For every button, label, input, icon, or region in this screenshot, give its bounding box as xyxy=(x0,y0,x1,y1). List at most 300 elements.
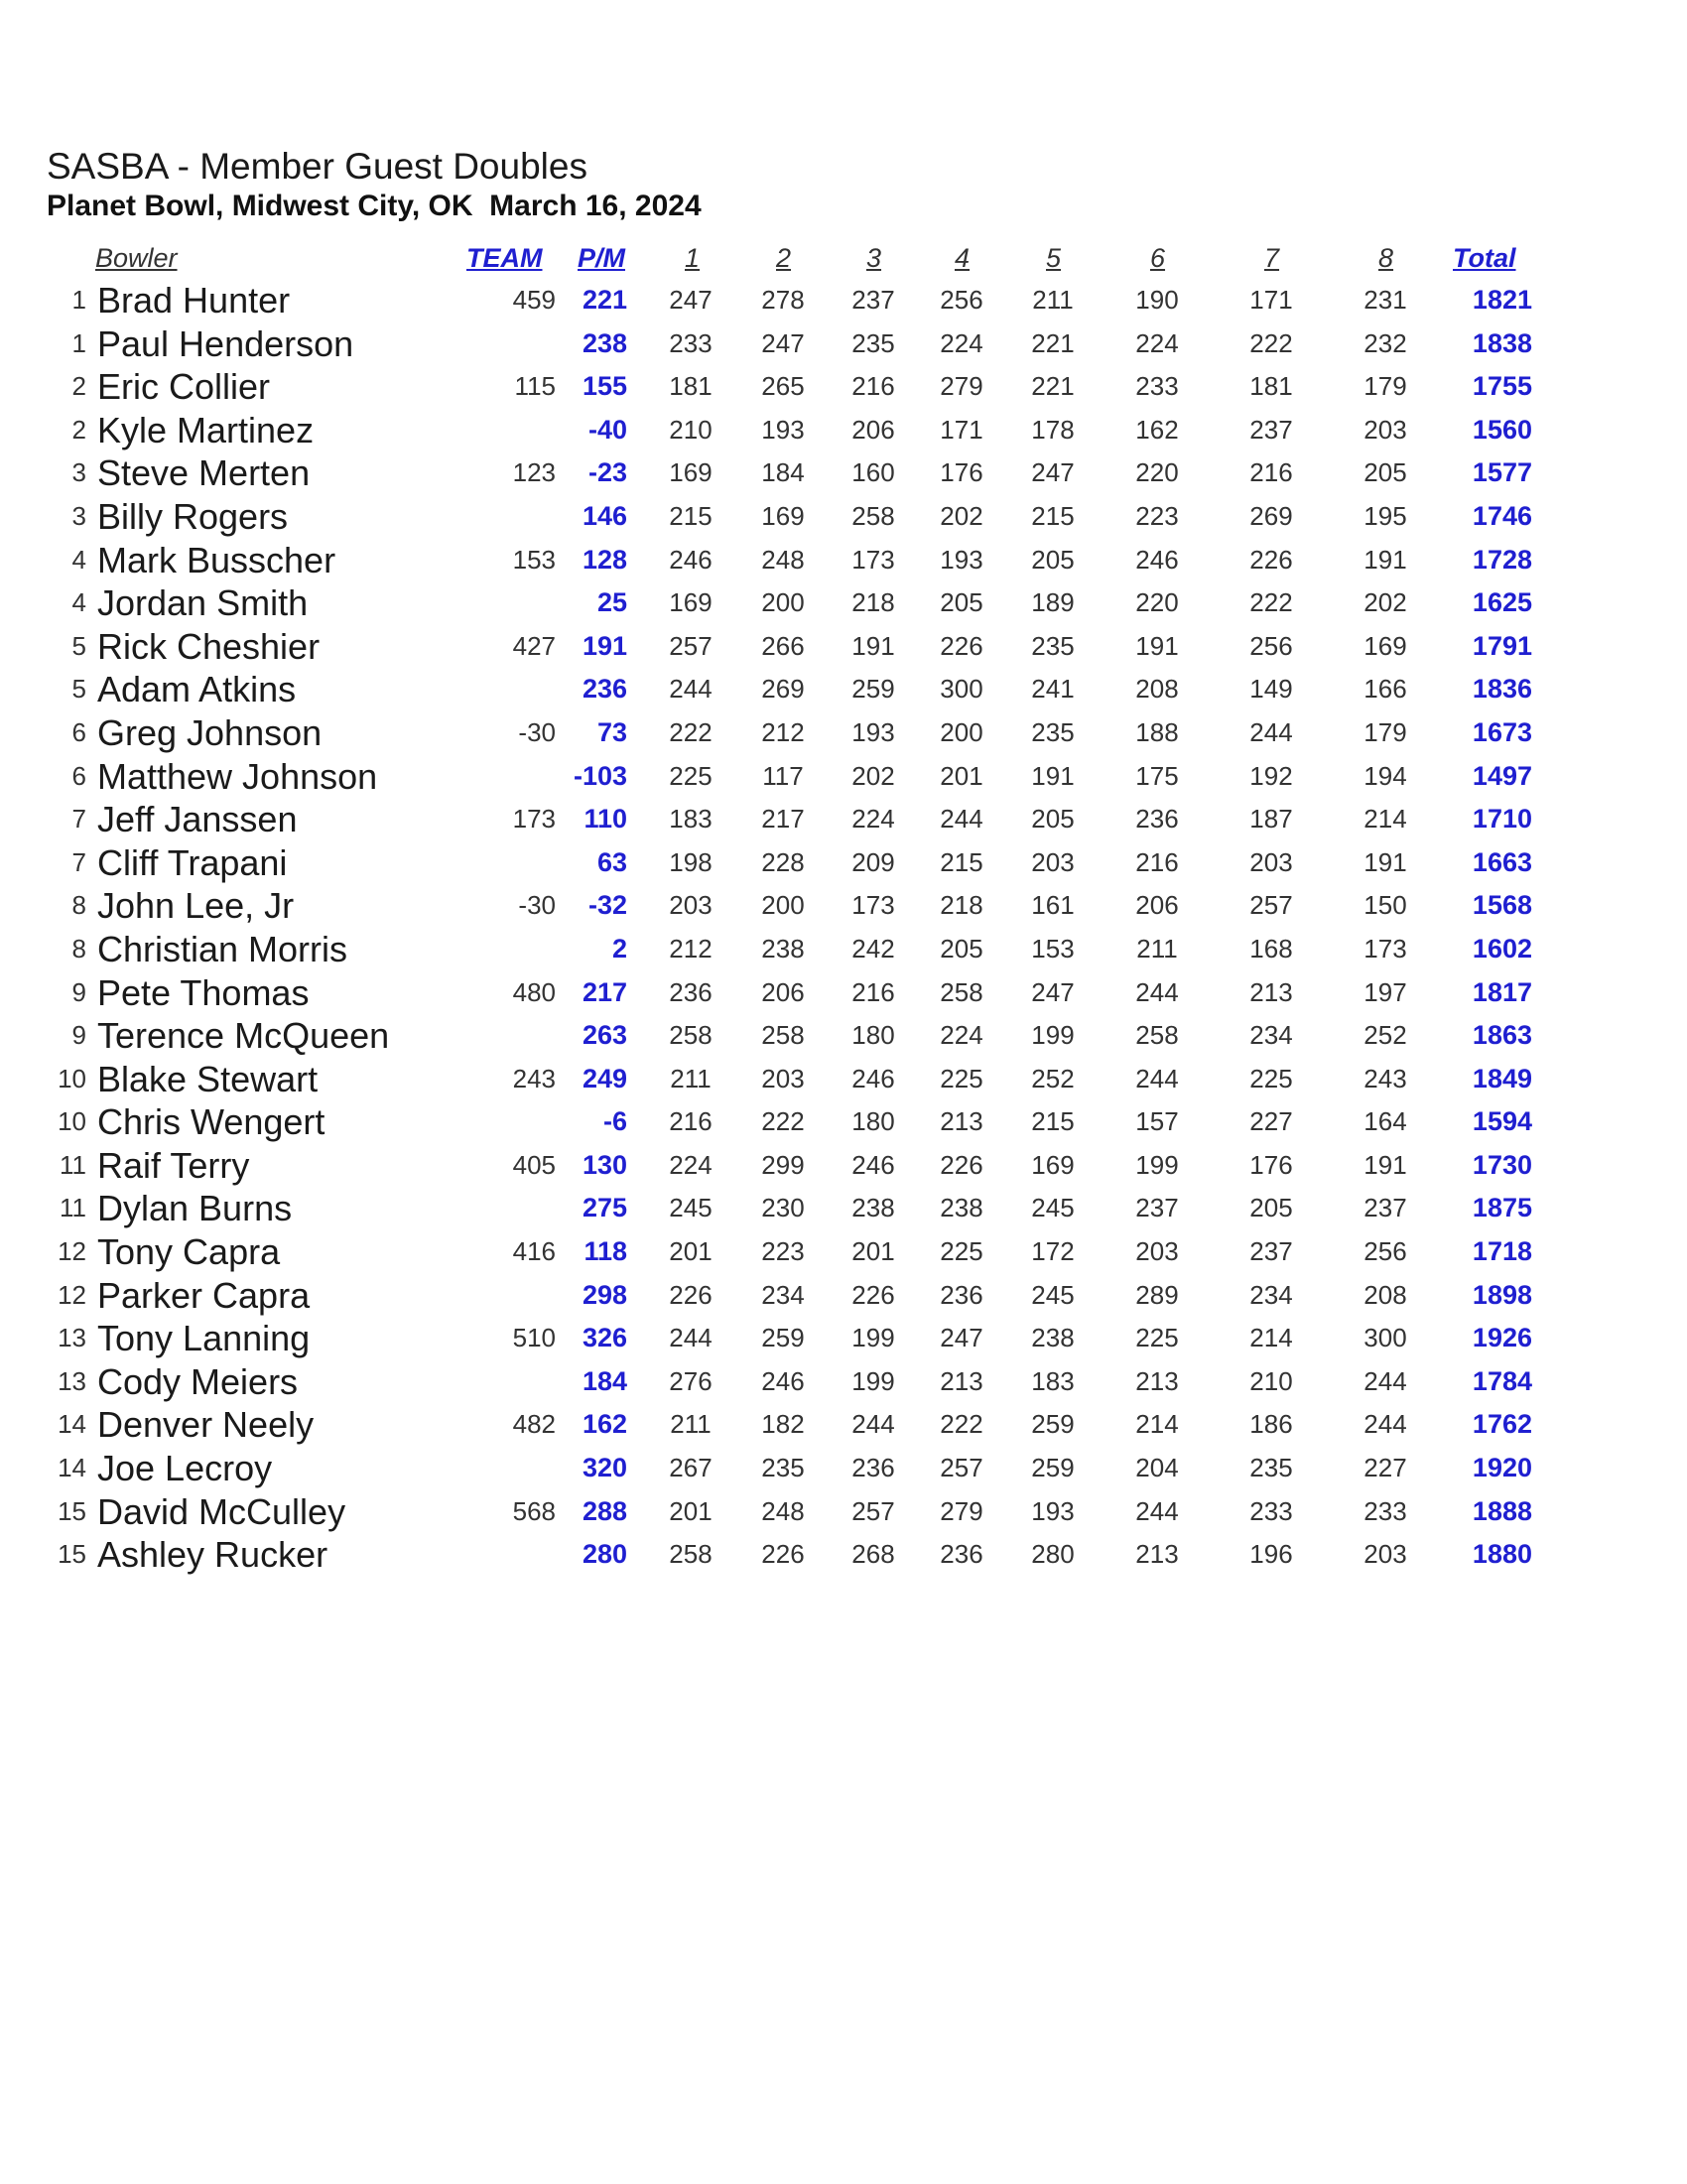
game-3-score: 237 xyxy=(851,285,895,315)
game-8-score: 191 xyxy=(1363,846,1407,877)
bowler-name: Parker Capra xyxy=(97,1274,311,1316)
game-5-score: 241 xyxy=(1031,674,1075,705)
team-score: -30 xyxy=(518,890,556,921)
rank-cell: 13 xyxy=(58,1365,86,1396)
team-score: 123 xyxy=(512,457,556,488)
total-score: 1560 xyxy=(1472,414,1532,445)
game-6-score: 246 xyxy=(1135,544,1179,575)
game-4-score: 202 xyxy=(940,500,983,531)
game-4-score: 171 xyxy=(940,414,983,445)
game-3-score: 235 xyxy=(851,327,895,358)
team-score: 510 xyxy=(512,1323,556,1353)
game-1-score: 267 xyxy=(669,1453,713,1483)
rank-cell: 5 xyxy=(71,674,86,705)
team-score: 115 xyxy=(514,371,556,402)
game-7-score: 234 xyxy=(1249,1279,1293,1310)
team-score: 173 xyxy=(512,804,556,835)
game-1-score: 244 xyxy=(669,1323,713,1353)
plus-minus: 25 xyxy=(596,587,627,618)
game-2-score: 248 xyxy=(761,1495,805,1526)
game-5-score: 183 xyxy=(1031,1365,1075,1396)
game-5-score: 259 xyxy=(1031,1453,1075,1483)
game-2-score: 259 xyxy=(761,1323,805,1353)
table-row xyxy=(0,1274,1687,1318)
game-1-score: 169 xyxy=(669,587,713,618)
table-row xyxy=(0,1533,1687,1577)
bowler-name: Adam Atkins xyxy=(97,669,297,710)
game-5-score: 221 xyxy=(1031,327,1075,358)
event-subtitle: Planet Bowl, Midwest City, OK March 16, 2024 xyxy=(47,190,702,222)
game-5-score: 189 xyxy=(1031,587,1075,618)
bowler-name: Denver Neely xyxy=(97,1404,315,1446)
game-7-score: 192 xyxy=(1249,760,1293,791)
total-score: 1728 xyxy=(1472,544,1532,575)
rank-cell: 5 xyxy=(71,630,86,661)
game-7-score: 237 xyxy=(1249,414,1293,445)
bowler-name: Kyle Martinez xyxy=(97,409,315,450)
col-header-game-4: 4 xyxy=(955,243,971,273)
table-row xyxy=(0,1058,1687,1101)
game-7-score: 234 xyxy=(1249,1020,1293,1051)
game-3-score: 224 xyxy=(851,804,895,835)
total-score: 1577 xyxy=(1472,457,1532,488)
game-2-score: 269 xyxy=(761,674,805,705)
game-6-score: 237 xyxy=(1135,1193,1179,1223)
game-1-score: 224 xyxy=(669,1149,713,1180)
game-4-score: 257 xyxy=(940,1453,983,1483)
game-8-score: 202 xyxy=(1363,587,1407,618)
game-4-score: 236 xyxy=(940,1279,983,1310)
game-8-score: 203 xyxy=(1363,1539,1407,1570)
game-6-score: 289 xyxy=(1135,1279,1179,1310)
game-3-score: 206 xyxy=(851,414,895,445)
game-7-score: 226 xyxy=(1249,544,1293,575)
game-1-score: 210 xyxy=(669,414,713,445)
table-row xyxy=(0,711,1687,755)
game-2-score: 200 xyxy=(761,890,805,921)
game-7-score: 205 xyxy=(1249,1193,1293,1223)
game-6-score: 214 xyxy=(1135,1409,1179,1440)
game-6-score: 191 xyxy=(1135,630,1179,661)
plus-minus: 263 xyxy=(582,1020,627,1051)
team-score: 416 xyxy=(512,1236,556,1267)
game-7-score: 227 xyxy=(1249,1106,1293,1137)
game-5-score: 203 xyxy=(1031,846,1075,877)
plus-minus: 146 xyxy=(582,500,627,531)
game-6-score: 199 xyxy=(1135,1149,1179,1180)
table-row xyxy=(0,539,1687,582)
total-score: 1730 xyxy=(1472,1149,1532,1180)
game-7-score: 149 xyxy=(1249,674,1293,705)
plus-minus: 128 xyxy=(582,544,627,575)
game-8-score: 214 xyxy=(1363,804,1407,835)
game-7-score: 222 xyxy=(1249,587,1293,618)
plus-minus: 320 xyxy=(582,1453,627,1483)
game-5-score: 238 xyxy=(1031,1323,1075,1353)
total-score: 1849 xyxy=(1472,1063,1532,1093)
game-2-score: 222 xyxy=(761,1106,805,1137)
game-3-score: 259 xyxy=(851,674,895,705)
rank-cell: 14 xyxy=(58,1453,86,1483)
bowler-name: Brad Hunter xyxy=(97,280,291,321)
table-row xyxy=(0,1144,1687,1188)
game-3-score: 201 xyxy=(851,1236,895,1267)
game-3-score: 216 xyxy=(851,976,895,1007)
game-6-score: 233 xyxy=(1135,371,1179,402)
game-4-score: 244 xyxy=(940,804,983,835)
plus-minus: -103 xyxy=(573,760,627,791)
team-score: 482 xyxy=(512,1409,556,1440)
table-row xyxy=(0,625,1687,669)
total-score: 1817 xyxy=(1472,976,1532,1007)
game-2-score: 182 xyxy=(761,1409,805,1440)
total-score: 1875 xyxy=(1472,1193,1532,1223)
game-2-score: 117 xyxy=(762,760,804,791)
game-1-score: 211 xyxy=(670,1063,712,1093)
game-8-score: 195 xyxy=(1363,500,1407,531)
game-6-score: 175 xyxy=(1135,760,1179,791)
rank-cell: 12 xyxy=(58,1279,86,1310)
game-5-score: 235 xyxy=(1031,716,1075,747)
bowler-name: Jeff Janssen xyxy=(97,799,298,840)
game-7-score: 168 xyxy=(1249,933,1293,964)
rank-cell: 9 xyxy=(71,1020,86,1051)
game-1-score: 247 xyxy=(669,285,713,315)
game-5-score: 161 xyxy=(1031,890,1075,921)
game-3-score: 236 xyxy=(851,1453,895,1483)
game-2-score: 200 xyxy=(761,587,805,618)
game-6-score: 220 xyxy=(1135,587,1179,618)
game-1-score: 212 xyxy=(669,933,713,964)
game-4-score: 213 xyxy=(940,1106,983,1137)
col-header-game-8: 8 xyxy=(1378,243,1394,273)
game-7-score: 181 xyxy=(1249,371,1293,402)
total-score: 1888 xyxy=(1472,1495,1532,1526)
table-row xyxy=(0,1100,1687,1144)
plus-minus: 191 xyxy=(582,630,627,661)
game-5-score: 215 xyxy=(1031,500,1075,531)
total-score: 1762 xyxy=(1472,1409,1532,1440)
game-3-score: 226 xyxy=(851,1279,895,1310)
table-row xyxy=(0,409,1687,452)
bowler-name: Joe Lecroy xyxy=(97,1448,273,1489)
game-2-score: 169 xyxy=(761,500,805,531)
game-5-score: 235 xyxy=(1031,630,1075,661)
total-score: 1920 xyxy=(1472,1453,1532,1483)
game-4-score: 258 xyxy=(940,976,983,1007)
rank-cell: 1 xyxy=(71,327,86,358)
total-score: 1663 xyxy=(1472,846,1532,877)
plus-minus: 130 xyxy=(582,1149,627,1180)
game-3-score: 173 xyxy=(851,890,895,921)
game-2-score: 299 xyxy=(761,1149,805,1180)
game-7-score: 171 xyxy=(1249,285,1293,315)
game-4-score: 215 xyxy=(940,846,983,877)
game-4-score: 218 xyxy=(940,890,983,921)
game-1-score: 276 xyxy=(669,1365,713,1396)
game-4-score: 279 xyxy=(940,371,983,402)
rank-cell: 10 xyxy=(58,1106,86,1137)
rank-cell: 6 xyxy=(71,716,86,747)
rank-cell: 15 xyxy=(58,1539,86,1570)
game-8-score: 150 xyxy=(1363,890,1407,921)
game-3-score: 244 xyxy=(851,1409,895,1440)
table-row xyxy=(0,1490,1687,1534)
table-row xyxy=(0,1230,1687,1274)
game-7-score: 244 xyxy=(1249,716,1293,747)
col-header-game-2: 2 xyxy=(776,243,792,273)
game-2-score: 278 xyxy=(761,285,805,315)
game-2-score: 212 xyxy=(761,716,805,747)
rank-cell: 8 xyxy=(71,890,86,921)
game-7-score: 203 xyxy=(1249,846,1293,877)
game-3-score: 216 xyxy=(851,371,895,402)
game-5-score: 211 xyxy=(1032,285,1074,315)
game-5-score: 169 xyxy=(1031,1149,1075,1180)
game-8-score: 256 xyxy=(1363,1236,1407,1267)
game-8-score: 169 xyxy=(1363,630,1407,661)
game-6-score: 188 xyxy=(1135,716,1179,747)
game-3-score: 199 xyxy=(851,1365,895,1396)
game-6-score: 157 xyxy=(1135,1106,1179,1137)
col-header-team: TEAM xyxy=(466,243,543,273)
bowler-name: Jordan Smith xyxy=(97,582,309,624)
game-6-score: 206 xyxy=(1135,890,1179,921)
team-score: 568 xyxy=(512,1495,556,1526)
game-6-score: 220 xyxy=(1135,457,1179,488)
bowler-name: Mark Busscher xyxy=(97,539,336,580)
plus-minus: 298 xyxy=(582,1279,627,1310)
game-4-score: 193 xyxy=(940,544,983,575)
col-header-bowler: Bowler xyxy=(95,243,178,273)
total-score: 1497 xyxy=(1472,760,1532,791)
table-row xyxy=(0,322,1687,366)
game-3-score: 202 xyxy=(851,760,895,791)
bowler-name: Raif Terry xyxy=(97,1144,250,1186)
rank-cell: 9 xyxy=(71,976,86,1007)
game-7-score: 233 xyxy=(1249,1495,1293,1526)
bowler-name: Tony Lanning xyxy=(97,1318,311,1359)
game-1-score: 244 xyxy=(669,674,713,705)
game-7-score: 186 xyxy=(1249,1409,1293,1440)
plus-minus: -40 xyxy=(587,414,627,445)
total-score: 1836 xyxy=(1472,674,1532,705)
game-7-score: 222 xyxy=(1249,327,1293,358)
game-5-score: 221 xyxy=(1031,371,1075,402)
game-2-score: 228 xyxy=(761,846,805,877)
game-2-score: 265 xyxy=(761,371,805,402)
game-4-score: 200 xyxy=(940,716,983,747)
game-3-score: 180 xyxy=(851,1020,895,1051)
bowler-name: Terence McQueen xyxy=(97,1015,390,1057)
game-6-score: 258 xyxy=(1135,1020,1179,1051)
plus-minus: 288 xyxy=(582,1495,627,1526)
game-3-score: 218 xyxy=(851,587,895,618)
table-row xyxy=(0,1187,1687,1230)
total-score: 1746 xyxy=(1472,500,1532,531)
game-4-score: 213 xyxy=(940,1365,983,1396)
total-score: 1602 xyxy=(1472,933,1532,964)
game-6-score: 208 xyxy=(1135,674,1179,705)
table-row xyxy=(0,279,1687,322)
game-4-score: 222 xyxy=(940,1409,983,1440)
game-3-score: 180 xyxy=(851,1106,895,1137)
game-8-score: 227 xyxy=(1363,1453,1407,1483)
game-4-score: 224 xyxy=(940,327,983,358)
total-score: 1863 xyxy=(1472,1020,1532,1051)
bowler-name: Rick Cheshier xyxy=(97,625,321,667)
total-score: 1594 xyxy=(1472,1106,1532,1137)
game-6-score: 162 xyxy=(1135,414,1179,445)
game-2-score: 217 xyxy=(761,804,805,835)
total-score: 1718 xyxy=(1472,1236,1532,1267)
game-8-score: 203 xyxy=(1363,414,1407,445)
total-score: 1791 xyxy=(1472,630,1532,661)
rank-cell: 7 xyxy=(71,846,86,877)
game-1-score: 198 xyxy=(669,846,713,877)
results-table xyxy=(0,279,1687,1577)
game-2-score: 206 xyxy=(761,976,805,1007)
game-4-score: 226 xyxy=(940,630,983,661)
table-row xyxy=(0,1403,1687,1447)
game-5-score: 205 xyxy=(1031,804,1075,835)
plus-minus: 221 xyxy=(582,285,627,315)
rank-cell: 15 xyxy=(58,1495,86,1526)
game-6-score: 190 xyxy=(1135,285,1179,315)
game-8-score: 233 xyxy=(1363,1495,1407,1526)
bowler-name: Ashley Rucker xyxy=(97,1534,328,1576)
bowler-name: Christian Morris xyxy=(97,928,348,969)
total-score: 1568 xyxy=(1472,890,1532,921)
col-header-game-6: 6 xyxy=(1150,243,1166,273)
game-3-score: 199 xyxy=(851,1323,895,1353)
game-5-score: 153 xyxy=(1031,933,1075,964)
game-6-score: 216 xyxy=(1135,846,1179,877)
game-1-score: 183 xyxy=(669,804,713,835)
table-row xyxy=(0,798,1687,841)
game-1-score: 245 xyxy=(669,1193,713,1223)
game-4-score: 205 xyxy=(940,933,983,964)
game-8-score: 237 xyxy=(1363,1193,1407,1223)
rank-cell: 2 xyxy=(71,371,86,402)
bowler-name: John Lee, Jr xyxy=(97,885,295,927)
game-8-score: 244 xyxy=(1363,1365,1407,1396)
team-score: 153 xyxy=(512,544,556,575)
table-row xyxy=(0,755,1687,799)
table-row xyxy=(0,841,1687,885)
game-3-score: 238 xyxy=(851,1193,895,1223)
plus-minus: 63 xyxy=(596,846,627,877)
game-8-score: 231 xyxy=(1363,285,1407,315)
game-7-score: 214 xyxy=(1249,1323,1293,1353)
game-3-score: 160 xyxy=(851,457,895,488)
game-1-score: 225 xyxy=(669,760,713,791)
game-4-score: 224 xyxy=(940,1020,983,1051)
game-6-score: 236 xyxy=(1135,804,1179,835)
table-row xyxy=(0,1360,1687,1404)
rank-cell: 10 xyxy=(58,1063,86,1093)
game-5-score: 215 xyxy=(1031,1106,1075,1137)
bowler-name: Dylan Burns xyxy=(97,1188,293,1229)
game-1-score: 257 xyxy=(669,630,713,661)
game-7-score: 187 xyxy=(1249,804,1293,835)
game-7-score: 256 xyxy=(1249,630,1293,661)
bowler-name: Chris Wengert xyxy=(97,1101,325,1143)
plus-minus: -23 xyxy=(587,457,627,488)
game-2-score: 193 xyxy=(761,414,805,445)
game-6-score: 203 xyxy=(1135,1236,1179,1267)
game-6-score: 225 xyxy=(1135,1323,1179,1353)
rank-cell: 12 xyxy=(58,1236,86,1267)
game-7-score: 216 xyxy=(1249,457,1293,488)
rank-cell: 14 xyxy=(58,1409,86,1440)
bowler-name: Pete Thomas xyxy=(97,971,310,1013)
team-score: 459 xyxy=(512,285,556,315)
game-3-score: 246 xyxy=(851,1063,895,1093)
game-8-score: 244 xyxy=(1363,1409,1407,1440)
plus-minus: 275 xyxy=(582,1193,627,1223)
game-1-score: 258 xyxy=(669,1539,713,1570)
total-score: 1926 xyxy=(1472,1323,1532,1353)
plus-minus: -32 xyxy=(587,890,627,921)
game-6-score: 211 xyxy=(1136,933,1178,964)
game-3-score: 209 xyxy=(851,846,895,877)
team-score: 405 xyxy=(512,1149,556,1180)
team-score: 480 xyxy=(512,976,556,1007)
game-1-score: 246 xyxy=(669,544,713,575)
bowler-name: Eric Collier xyxy=(97,366,271,408)
game-4-score: 201 xyxy=(940,760,983,791)
game-5-score: 178 xyxy=(1031,414,1075,445)
col-header-game-3: 3 xyxy=(866,243,882,273)
game-4-score: 225 xyxy=(940,1063,983,1093)
table-row xyxy=(0,451,1687,495)
game-5-score: 259 xyxy=(1031,1409,1075,1440)
rank-cell: 1 xyxy=(71,285,86,315)
game-7-score: 235 xyxy=(1249,1453,1293,1483)
plus-minus: 118 xyxy=(584,1236,627,1267)
bowler-name: David McCulley xyxy=(97,1490,346,1532)
game-1-score: 226 xyxy=(669,1279,713,1310)
total-score: 1784 xyxy=(1472,1365,1532,1396)
rank-cell: 4 xyxy=(71,544,86,575)
plus-minus: 238 xyxy=(582,327,627,358)
game-1-score: 201 xyxy=(669,1495,713,1526)
game-5-score: 199 xyxy=(1031,1020,1075,1051)
game-8-score: 194 xyxy=(1363,760,1407,791)
total-score: 1625 xyxy=(1472,587,1532,618)
game-8-score: 208 xyxy=(1363,1279,1407,1310)
page-title: SASBA - Member Guest Doubles xyxy=(47,146,587,187)
plus-minus: 326 xyxy=(582,1323,627,1353)
game-4-score: 247 xyxy=(940,1323,983,1353)
game-3-score: 173 xyxy=(851,544,895,575)
game-1-score: 215 xyxy=(669,500,713,531)
game-8-score: 179 xyxy=(1363,716,1407,747)
total-score: 1880 xyxy=(1472,1539,1532,1570)
plus-minus: 184 xyxy=(582,1365,627,1396)
game-7-score: 237 xyxy=(1249,1236,1293,1267)
table-row xyxy=(0,365,1687,409)
bowler-name: Greg Johnson xyxy=(97,711,323,753)
table-row xyxy=(0,495,1687,539)
game-2-score: 223 xyxy=(761,1236,805,1267)
game-7-score: 210 xyxy=(1249,1365,1293,1396)
plus-minus: 249 xyxy=(582,1063,627,1093)
game-2-score: 230 xyxy=(761,1193,805,1223)
rank-cell: 7 xyxy=(71,804,86,835)
total-score: 1821 xyxy=(1472,285,1532,315)
